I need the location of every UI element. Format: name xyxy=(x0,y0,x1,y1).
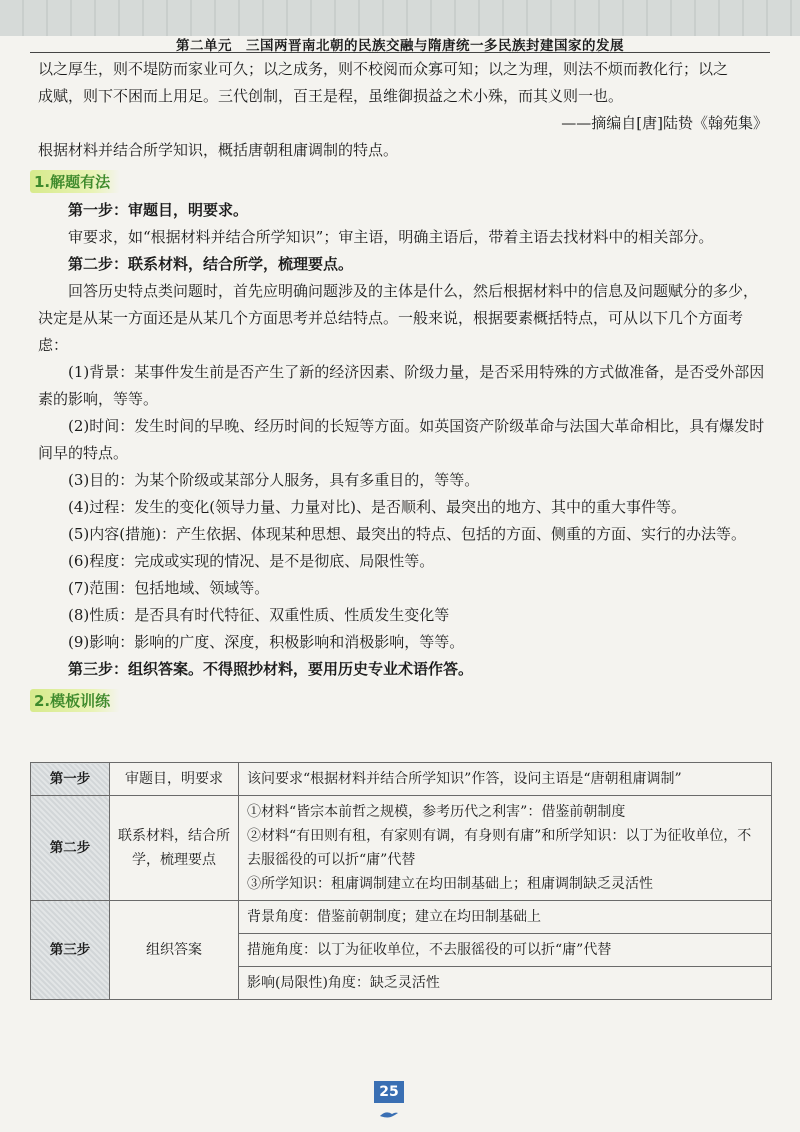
point-purpose: (3)目的：为某个阶级或某部分人服务，具有多重目的，等等。 xyxy=(68,471,480,489)
point-time: (2)时间：发生时间的早晚、经历时间的长短等方面。如英国资产阶级革命与法国大革命相比，具有爆发时间早的特点。 xyxy=(38,417,765,462)
header-divider xyxy=(30,52,770,53)
step-content: 该问要求“根据材料并结合所学知识”作答，设问主语是“唐朝租庸调制” xyxy=(239,763,772,796)
point-background: (1)背景：某事件发生前是否产生了新的经济因素、阶级力量，是否采用特殊的方式做准备，是否受外部因素的影响，等等。 xyxy=(38,363,765,408)
header-decoration-band xyxy=(0,0,800,36)
answer-background: 背景角度：借鉴前朝制度；建立在均田制基础上 xyxy=(239,901,772,934)
step-label: 第二步 xyxy=(31,796,110,901)
step2-title: 第二步：联系材料，结合所学，梳理要点。 xyxy=(68,255,354,273)
list-item: ③所学知识：租庸调制建立在均田制基础上；租庸调制缺乏灵活性 xyxy=(247,876,653,892)
material-line-1: 以之厚生，则不堤防而家业可久；以之成务，则不校阅而众寡可知；以之为理，则法不烦而教化行；以之 xyxy=(38,60,729,78)
point-impact: (9)影响：影响的广度、深度，积极影响和消极影响，等等。 xyxy=(68,633,465,651)
point-degree: (6)程度：完成或实现的情况、是不是彻底、局限性等。 xyxy=(68,552,435,570)
step-content xyxy=(239,796,772,901)
material-source: ——摘编自[唐]陆贽《翰苑集》 xyxy=(561,114,768,132)
step-label: 第一步 xyxy=(31,763,110,796)
table-row xyxy=(31,796,772,901)
step-description: 组织答案 xyxy=(110,901,239,1000)
table-row xyxy=(31,763,772,796)
list-item: ②材料“有田则有租，有家则有调，有身则有庸”和所学知识：以丁为征收单位，不去服徭役的可以折“庸”代替 xyxy=(247,828,752,868)
point-scope: (7)范围：包括地域、领域等。 xyxy=(68,579,270,597)
point-nature: (8)性质：是否具有时代特征、双重性质、性质发生变化等 xyxy=(68,606,450,624)
list-item: ①材料“皆宗本前哲之规模，参考历代之利害”：借鉴前朝制度 xyxy=(247,804,626,820)
step1-title: 第一步：审题目，明要求。 xyxy=(68,201,249,219)
page-body xyxy=(34,56,768,716)
answer-impact: 影响(局限性)角度：缺乏灵活性 xyxy=(239,967,772,1000)
unit-header-title: 第二单元 三国两晋南北朝的民族交融与隋唐统一多民族封建国家的发展 xyxy=(176,38,624,54)
point-content: (5)内容(措施)：产生依据、体现某种思想、最突出的特点、包括的方面、侧重的方面、实行的办法等。 xyxy=(68,525,746,543)
section-title-method: 1.解题有法 xyxy=(30,170,120,193)
bird-logo-icon xyxy=(378,1108,400,1120)
page-number: 25 xyxy=(374,1081,404,1103)
step-label: 第三步 xyxy=(31,901,110,1000)
step-description: 联系材料，结合所学，梳理要点 xyxy=(110,796,239,901)
question-text: 根据材料并结合所学知识，概括唐朝租庸调制的特点。 xyxy=(38,141,399,159)
step2-text: 回答历史特点类问题时，首先应明确问题涉及的主体是什么，然后根据材料中的信息及问题赋分的多少，决定是从某一方面还是从某几个方面思考并总结特点。一般来说，根据要素概括特点，可从以下几个方面考虑： xyxy=(38,282,759,354)
step-description: 审题目，明要求 xyxy=(110,763,239,796)
point-process: (4)过程：发生的变化(领导力量、力量对比)、是否顺利、最突出的地方、其中的重大事件等。 xyxy=(68,498,686,516)
table-row xyxy=(31,901,772,934)
material-line-2: 成赋，则下不困而上用足。三代创制，百王是程，虽维御损益之术小殊，而其义则一也。 xyxy=(38,87,624,105)
template-table xyxy=(30,762,772,1000)
step3-title: 第三步：组织答案。不得照抄材料，要用历史专业术语作答。 xyxy=(68,660,474,678)
step1-text: 审要求，如“根据材料并结合所学知识”；审主语，明确主语后，带着主语去找材料中的相关部分。 xyxy=(68,228,714,246)
section-title-template: 2.模板训练 xyxy=(30,689,120,712)
answer-measures: 措施角度：以丁为征收单位，不去服徭役的可以折“庸”代替 xyxy=(239,934,772,967)
